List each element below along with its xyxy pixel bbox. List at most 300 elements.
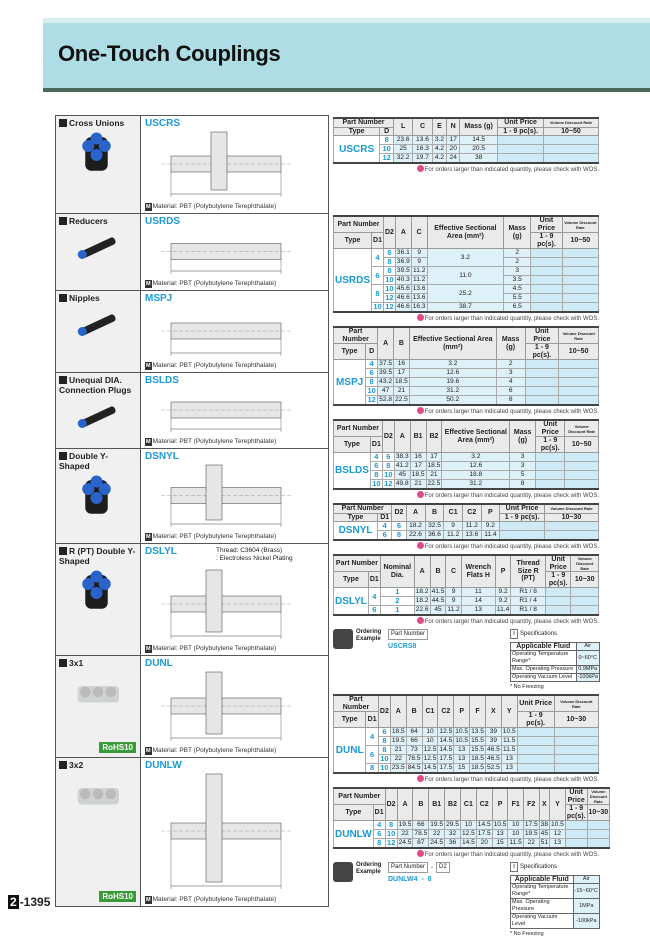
value-cell: 16.3 — [413, 145, 432, 154]
column-header: F — [470, 695, 486, 728]
value-cell: 18.5 — [471, 755, 484, 762]
material-text: Material: PBT (Polybutylene Terephthalate) — [152, 533, 277, 540]
discount-price-cell — [544, 136, 599, 145]
size-cell: 12 — [385, 302, 394, 311]
thread-plating: : Electroless Nickel Plating — [216, 555, 293, 562]
unit-price-cell — [531, 276, 562, 285]
material-note — [145, 645, 276, 653]
table-row — [334, 267, 599, 276]
value-cell: 38 — [540, 821, 549, 828]
value-cell: 19.7 — [413, 154, 432, 164]
size-cell: 12 — [384, 479, 393, 488]
table-body — [334, 728, 599, 774]
material-note — [145, 896, 276, 904]
value-cell: 20.5 — [460, 145, 498, 154]
wos-note — [333, 314, 599, 323]
volume-discount-header: Volume Discount Rate — [562, 216, 598, 233]
value-cell: 20 — [476, 839, 492, 849]
rohs-badge: RoHS10 — [99, 742, 136, 753]
table-row — [334, 285, 599, 294]
column-header: Nominal Dia. — [380, 555, 414, 588]
discount-price-cell — [559, 378, 599, 387]
value-cell: 12.5 — [461, 830, 475, 837]
part-number-header: Part Number — [334, 695, 379, 712]
ordering-example-value: DUNLW4 - 8 — [388, 876, 432, 883]
square-bullet-icon — [59, 119, 67, 127]
page-title: One-Touch Couplings — [58, 41, 281, 66]
value-cell: 24 — [447, 154, 460, 164]
column-header: Effective Sectional Area (mm²) — [409, 327, 496, 360]
part-number-box: Part Number — [388, 862, 428, 873]
type-cell: DSNYL — [334, 522, 378, 541]
value-cell: 12.5 — [423, 755, 437, 762]
value-cell: 11.2 — [447, 606, 460, 613]
column-header: D — [366, 344, 378, 360]
value-cell: 11.5 — [503, 746, 516, 753]
discount-price-cell — [559, 360, 599, 369]
column-header: A — [378, 327, 394, 360]
material-icon: M — [146, 204, 151, 210]
value-cell: 16 — [410, 453, 426, 462]
column-header: Effective Sectional Area (mm²) — [442, 420, 510, 453]
value-cell: 22 — [429, 830, 445, 839]
column-header: C1 — [444, 504, 462, 522]
discount-price-cell — [565, 480, 599, 490]
column-header: B1 — [429, 788, 445, 821]
table-header — [334, 788, 610, 821]
value-cell: 8 — [496, 396, 525, 406]
column-header: B — [413, 788, 429, 821]
value-cell: 14.5 — [477, 821, 491, 828]
value-cell: 12.5 — [439, 728, 453, 735]
data-table — [333, 215, 599, 313]
spec-row — [511, 914, 600, 929]
value-cell: 9.2 — [495, 597, 510, 606]
technical-drawing — [151, 387, 321, 433]
product-row-usrds — [56, 214, 328, 291]
table-header — [334, 118, 599, 136]
size-cell: 12 — [385, 293, 394, 302]
value-cell: 36.9 — [396, 258, 410, 265]
table-row — [334, 462, 599, 471]
value-cell: 11 — [461, 588, 495, 597]
phone-icon — [333, 629, 353, 649]
value-cell: 10 — [508, 830, 523, 839]
drawing-cell — [141, 373, 328, 448]
square-bullet-icon — [59, 217, 67, 225]
unit-price-cell — [525, 369, 559, 378]
technical-drawing — [151, 670, 321, 742]
discount-price-cell — [554, 764, 598, 774]
product-name-line — [59, 451, 137, 471]
type-name: USCRS — [145, 118, 181, 129]
phone-icon — [333, 862, 353, 882]
value-cell: 46.6 — [396, 303, 410, 310]
value-cell: 11.2 — [444, 531, 462, 541]
value-cell: 17 — [426, 453, 442, 462]
value-cell: 73 — [406, 746, 422, 755]
unit-price-cell — [517, 728, 554, 737]
material-icon: M — [146, 439, 151, 445]
info-icon: i — [510, 862, 518, 872]
product-name-cell — [56, 291, 141, 372]
size-cell: 8 — [385, 821, 397, 830]
size-cell: 8 — [382, 462, 394, 471]
value-cell: 14.5 — [439, 746, 453, 753]
value-cell: 9 — [444, 522, 462, 531]
unit-price-header: Unit Price — [517, 695, 554, 712]
header-row — [334, 327, 599, 344]
column-header: A — [394, 420, 410, 453]
section-number: 2 — [10, 895, 17, 909]
material-note — [145, 362, 276, 370]
info-icon — [417, 850, 424, 857]
product-name: R (PT) Double Y-Shaped — [59, 546, 136, 566]
info-icon — [417, 617, 424, 624]
table-header — [334, 695, 599, 728]
table-body — [334, 821, 610, 849]
material-text: Material: PBT (Polybutylene Terephthalate) — [152, 280, 277, 287]
qty-discount-header: 10~50 — [559, 344, 599, 360]
unit-price-cell — [531, 285, 562, 294]
unit-price-cell — [536, 453, 565, 462]
d2-box: D2 — [436, 862, 450, 873]
qty-1-9-header: 1 - 9 pc(s). — [517, 712, 554, 728]
product-photo — [63, 569, 133, 611]
qty-1-9-header: 1 - 9 pc(s). — [498, 127, 544, 136]
type-name: DSLYL — [145, 546, 177, 557]
table-row — [334, 249, 599, 258]
value-cell: 22 — [523, 839, 539, 849]
column-header: D1 — [366, 712, 379, 728]
product-name-cell — [56, 116, 141, 213]
value-cell: 22.5 — [427, 480, 441, 487]
value-cell: 9 — [411, 258, 427, 267]
square-bullet-icon — [59, 659, 67, 667]
unit-price-cell — [525, 360, 559, 369]
spec-label: Applicable Fluid — [511, 876, 574, 884]
column-header: D2 — [392, 504, 406, 522]
value-cell: 13 — [461, 606, 495, 616]
value-cell: 47 — [378, 387, 394, 396]
drawing-cell — [141, 656, 328, 757]
size-cell: 10 — [385, 284, 394, 293]
merged-cell: 8 — [366, 378, 378, 387]
merged-cell: 11.0 — [427, 267, 504, 285]
value-cell: 11.5 — [509, 839, 522, 846]
value-cell: 46.5 — [486, 746, 500, 753]
spec-table-uscrs — [333, 117, 599, 174]
merged-cell: 8 — [372, 285, 384, 303]
product-name-cell — [56, 214, 141, 290]
ordering-example-uscrs — [333, 629, 428, 651]
spec-label: Operating Vacuum Level — [511, 674, 577, 682]
column-header: A — [390, 695, 406, 728]
type-cell: DUNL — [334, 728, 366, 774]
note-text: For orders larger than indicated quantity, please check with WOS. — [424, 777, 599, 783]
merged-cell: 8 — [373, 839, 385, 849]
value-cell: 3.2 — [409, 360, 496, 369]
product-name-cell — [56, 544, 141, 655]
value-cell: 51 — [540, 839, 549, 846]
size-cell: 6 — [378, 728, 390, 737]
merged-cell: 38.7 — [427, 303, 504, 313]
value-cell: 18.2 — [406, 522, 425, 531]
value-cell: 4.5 — [504, 285, 531, 294]
size-cell: 12 — [386, 838, 396, 847]
note-text: For orders larger than indicated quantity, please check with WOS. — [424, 316, 599, 322]
value-cell: 24.5 — [398, 839, 412, 846]
column-header: Wrench Flats H — [461, 555, 495, 588]
value-cell: 52.8 — [379, 396, 393, 403]
value-cell: 50.2 — [409, 396, 496, 406]
value-cell: 46.6 — [396, 294, 410, 301]
column-header: D1 — [373, 805, 385, 821]
merged-cell: 4 — [378, 522, 392, 531]
value-cell: 31.2 — [409, 387, 496, 396]
value-cell: 3 — [496, 369, 525, 378]
value-cell: 17 — [410, 462, 426, 471]
table-body — [334, 136, 599, 164]
header-row — [334, 695, 599, 712]
header-row — [334, 420, 599, 437]
value-cell: 18.2 — [415, 588, 429, 595]
unit-price-cell — [565, 830, 587, 839]
type-cell: USRDS — [334, 249, 372, 313]
value-cell: 19.5 — [430, 821, 444, 828]
size-cell: 6 — [382, 453, 394, 462]
value-cell: 18.5 — [395, 378, 408, 385]
value-cell: 32.2 — [394, 154, 413, 164]
unit-price-header: Unit Price — [525, 327, 559, 344]
value-cell: R1 / 8 — [511, 588, 546, 597]
spec-table — [510, 642, 600, 682]
product-name-line — [59, 375, 137, 395]
unit-price-cell — [546, 606, 571, 616]
material-icon: M — [146, 363, 151, 369]
material-note — [145, 747, 276, 755]
spec-row — [511, 666, 600, 674]
value-cell: 45 — [394, 471, 410, 480]
material-note — [145, 438, 276, 446]
column-header: B2 — [445, 788, 461, 821]
value-cell: 78.5 — [407, 755, 421, 762]
column-header: D2 — [378, 695, 390, 728]
part-number-header: Part Number — [334, 555, 381, 572]
spec-label: Operating Vacuum Level — [511, 914, 574, 929]
qty-discount-header: 10~30 — [571, 572, 599, 588]
type-header: Type — [334, 344, 366, 360]
unit-price-header: Unit Price — [546, 555, 571, 572]
unit-price-header: Unit Price — [565, 788, 587, 805]
discount-price-cell — [544, 154, 599, 164]
value-cell: 14.5 — [423, 764, 437, 771]
product-name-cell — [56, 656, 141, 757]
column-header: C2 — [476, 788, 492, 821]
data-table — [333, 419, 599, 490]
unit-price-cell — [531, 258, 562, 267]
header-row — [334, 788, 610, 805]
spec-table-bslds — [333, 419, 599, 500]
product-name-line — [59, 546, 137, 566]
merged-cell: 25.2 — [427, 285, 504, 303]
spec-table-dunlw — [333, 787, 609, 859]
material-text: Material: PBT (Polybutylene Terephthalate) — [152, 203, 277, 210]
product-photo — [63, 131, 133, 173]
column-header: P — [492, 788, 508, 821]
value-cell: 18.5 — [411, 471, 425, 478]
part-number-header: Part Number — [334, 216, 384, 233]
table-row — [334, 764, 599, 774]
value-cell: 19.5 — [391, 737, 405, 744]
square-bullet-icon — [59, 294, 67, 302]
type-cell: BSLDS — [334, 453, 371, 490]
size-cell: 6 — [392, 522, 406, 531]
value-cell: 13 — [550, 839, 566, 849]
table-body — [334, 360, 599, 406]
wos-note — [333, 407, 599, 416]
column-header: C1 — [460, 788, 476, 821]
value-cell: 5.5 — [504, 294, 531, 303]
qty-discount-header: 10~30 — [544, 513, 598, 522]
value-cell: 8 — [510, 480, 536, 490]
column-header: D2 — [382, 420, 394, 453]
column-header: C — [413, 118, 432, 136]
value-cell: 11.2 — [462, 522, 481, 531]
spec-value: -100kPa — [577, 674, 598, 680]
spec-label: Operating Temperature Range* — [511, 884, 574, 899]
merged-cell: 12 — [367, 395, 376, 404]
spec-table-usrds — [333, 215, 599, 323]
unit-price-header: Unit Price — [500, 504, 545, 513]
unit-price-cell — [517, 764, 554, 774]
type-name: USRDS — [145, 216, 181, 227]
technical-drawing — [151, 228, 321, 275]
part-number-header: Part Number — [334, 504, 392, 513]
column-header: B1 — [410, 420, 426, 453]
value-cell: 9.2 — [495, 588, 510, 597]
material-note — [145, 203, 276, 211]
value-cell: 23.6 — [394, 136, 413, 145]
size-cell: 10 — [380, 754, 389, 763]
table-row — [334, 453, 599, 462]
material-text: Material: PBT (Polybutylene Terephthalate) — [152, 438, 277, 445]
value-cell: 22.6 — [406, 531, 425, 541]
column-header: Mass (g) — [510, 420, 536, 453]
value-cell: 23.5 — [391, 764, 405, 771]
unit-price-header: Unit Price — [498, 118, 544, 127]
ordering-example-value: USCRS8 — [388, 643, 417, 650]
unit-price-cell — [565, 839, 587, 849]
value-cell: 4 — [496, 378, 525, 387]
square-bullet-icon — [59, 547, 67, 555]
value-cell: 17.5 — [439, 755, 453, 762]
qty-discount-header: 10~30 — [587, 805, 610, 821]
value-cell: 6 — [496, 387, 525, 396]
table-row — [334, 136, 599, 145]
table-row — [334, 522, 599, 531]
unit-price-cell — [498, 154, 544, 164]
value-cell: 49.8 — [395, 480, 409, 487]
merged-cell: 10 — [372, 479, 381, 488]
type-cell: USCRS — [334, 136, 380, 164]
wos-note — [333, 491, 599, 500]
discount-price-cell — [562, 285, 598, 294]
discount-price-cell — [544, 145, 599, 154]
column-header: N — [447, 118, 460, 136]
info-icon — [417, 491, 424, 498]
table-row — [334, 728, 599, 737]
discount-price-cell — [554, 755, 598, 764]
header-row — [334, 555, 599, 572]
column-header: Mass (g) — [504, 216, 531, 249]
value-cell: 14.5 — [460, 136, 498, 145]
product-name-line — [59, 118, 137, 128]
value-cell: 40.3 — [396, 276, 410, 283]
value-cell: 15.5 — [471, 746, 484, 753]
unit-price-cell — [517, 755, 554, 764]
product-row-dslyl — [56, 544, 328, 656]
value-cell: 10 — [508, 821, 523, 830]
product-row-mspj — [56, 291, 328, 373]
size-cell: 8 — [383, 267, 395, 276]
product-name-cell — [56, 449, 141, 543]
value-cell: 12.6 — [409, 369, 496, 378]
column-header: X — [539, 788, 549, 821]
merged-cell: 6 — [366, 369, 378, 378]
rohs-badge: RoHS10 — [99, 891, 136, 902]
merged-cell: 4 — [373, 821, 385, 830]
type-name: DSNYL — [145, 451, 179, 462]
discount-price-cell — [559, 396, 599, 406]
qty-discount-header: 10~50 — [565, 437, 599, 453]
product-name-cell — [56, 373, 141, 448]
value-cell: 10.5 — [455, 728, 469, 735]
value-cell: 4.2 — [432, 145, 447, 154]
value-cell: 18.8 — [442, 471, 510, 480]
column-header: C1 — [422, 695, 438, 728]
discount-price-cell — [587, 839, 610, 849]
spec-row — [511, 643, 600, 651]
type-name: BSLDS — [145, 375, 179, 386]
value-cell: 38 — [460, 154, 498, 164]
discount-price-cell — [587, 830, 610, 839]
column-header: Mass (g) — [496, 327, 525, 360]
header-row — [334, 118, 599, 127]
value-cell: 11.5 — [503, 737, 516, 744]
data-table — [333, 554, 599, 616]
unit-price-header: Unit Price — [536, 420, 565, 437]
column-header: B — [394, 327, 410, 360]
dash: - — [431, 864, 434, 871]
volume-discount-header: Volume Discount Rate — [544, 118, 599, 127]
unit-price-cell — [546, 588, 571, 597]
data-table — [333, 326, 599, 406]
qty-discount-header: 10~50 — [544, 127, 599, 136]
unit-price-cell — [525, 387, 559, 396]
unit-price-header: Unit Price — [531, 216, 562, 233]
part-number-header: Part Number — [334, 118, 394, 127]
column-header: C — [446, 555, 461, 588]
drawing-cell — [141, 544, 328, 655]
value-cell: 19.5 — [524, 830, 538, 837]
table-row — [334, 588, 599, 597]
value-cell: 3 — [510, 462, 536, 471]
discount-price-cell — [565, 453, 599, 462]
value-cell: 14.5 — [461, 839, 475, 846]
spec-row — [511, 651, 600, 666]
wos-note — [333, 165, 599, 174]
